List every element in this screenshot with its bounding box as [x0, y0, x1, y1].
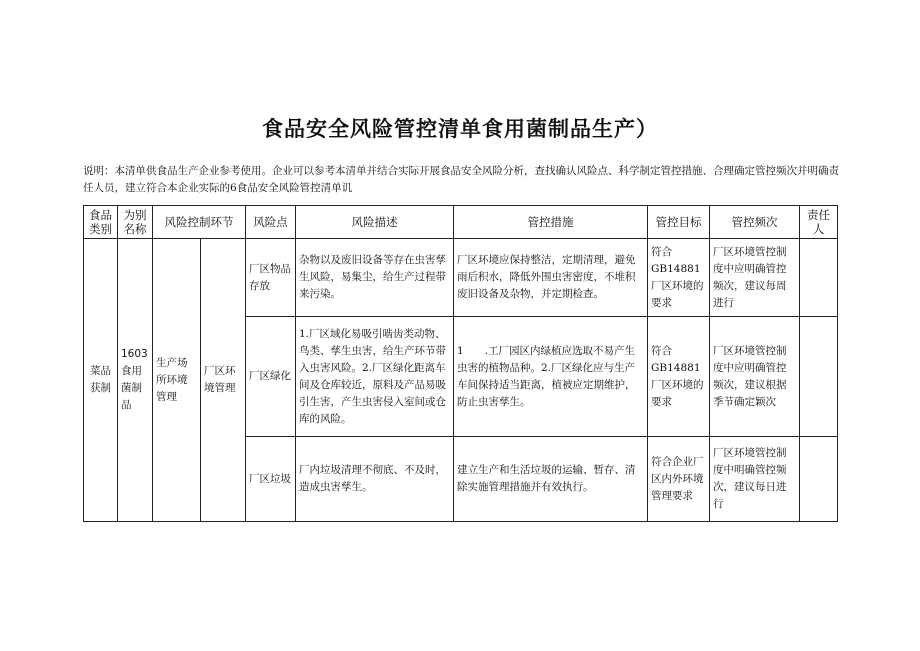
- row-point: 厂区绿化: [246, 317, 296, 437]
- row-freq: 厂区环境管控制度中明确管控频次，建议每日进行: [710, 437, 800, 522]
- row-owner: [800, 317, 838, 437]
- page-title: 食品安全风险管控清单食用菌制品生产）: [262, 117, 658, 141]
- header-owner: 责任人: [800, 206, 838, 239]
- header-name: 为别名称: [118, 206, 153, 239]
- row-measures: 1 .工厂园区内绿植应选取不易产生虫害的植物品种。2.厂区绿化应与生产车间保持适当距离，植被应定期维护，防止虫害孳生。: [454, 317, 648, 437]
- header-control: 风险控制环节: [153, 206, 246, 239]
- row-point: 厂区垃圾: [246, 437, 296, 522]
- cell-name: 1603食用菌制品: [118, 239, 153, 522]
- header-freq: 管控频次: [710, 206, 800, 239]
- row-owner: [800, 239, 838, 317]
- cell-control-main: 生产场所环境管理: [153, 239, 201, 522]
- row-point: 厂区物品存放: [246, 239, 296, 317]
- header-category: 食品类别: [84, 206, 118, 239]
- header-desc: 风险描述: [296, 206, 454, 239]
- row-desc: 杂物以及废旧设备等存在虫害孳生风险，易集尘，给生产过程带来污染。: [296, 239, 454, 317]
- header-measures: 管控措施: [454, 206, 648, 239]
- row-desc: 1.厂区域化易吸引啮齿类动物、鸟类、孳生虫害，给生产环节带入虫害风险。2.厂区绿化距离车间及仓库较近，原料及产品易吸引生害，产生虫害侵入室间或仓库的风险。: [296, 317, 454, 437]
- row-freq: 厂区环境管控制度中应明确管控频次，建议每周进行: [710, 239, 800, 317]
- header-target: 管控目标: [648, 206, 710, 239]
- row-owner: [800, 437, 838, 522]
- row-desc: 厂内垃圾清理不彻底、不及时，造成虫害孳生。: [296, 437, 454, 522]
- row-freq: 厂区环境管控制度中应明确管控频次，建议根据季节确定颖次: [710, 317, 800, 437]
- row-target: 符合GB14881厂区环境的要求: [648, 317, 710, 437]
- cell-control-sub: 厂区环境管理: [201, 239, 246, 522]
- row-target: 符合GB14881厂区环境的要求: [648, 239, 710, 317]
- row-measures: 建立生产和生活垃圾的运输、暂存、清除实施管理措施并有效执行。: [454, 437, 648, 522]
- header-point: 风险点: [246, 206, 296, 239]
- risk-control-table: [83, 205, 838, 522]
- row-measures: 厂区环境应保持整洁，定期清理，避免雨后积水，降低外围虫害密度，不堆积废旧设备及杂物，并定期检查。: [454, 239, 648, 317]
- cell-category: 菜品获制: [84, 239, 118, 522]
- row-target: 符合企业厂区内外环境管理要求: [648, 437, 710, 522]
- description-note: 说明：本清单供食品生产企业参考使用。企业可以参考本清单并结合实际开展食品安全风险分析，查找确认风险点、科学制定管控措施、合理确定管控频次并明确责任人员，建立符合本企业实际的6食品安全风险管控清单讥: [83, 165, 839, 194]
